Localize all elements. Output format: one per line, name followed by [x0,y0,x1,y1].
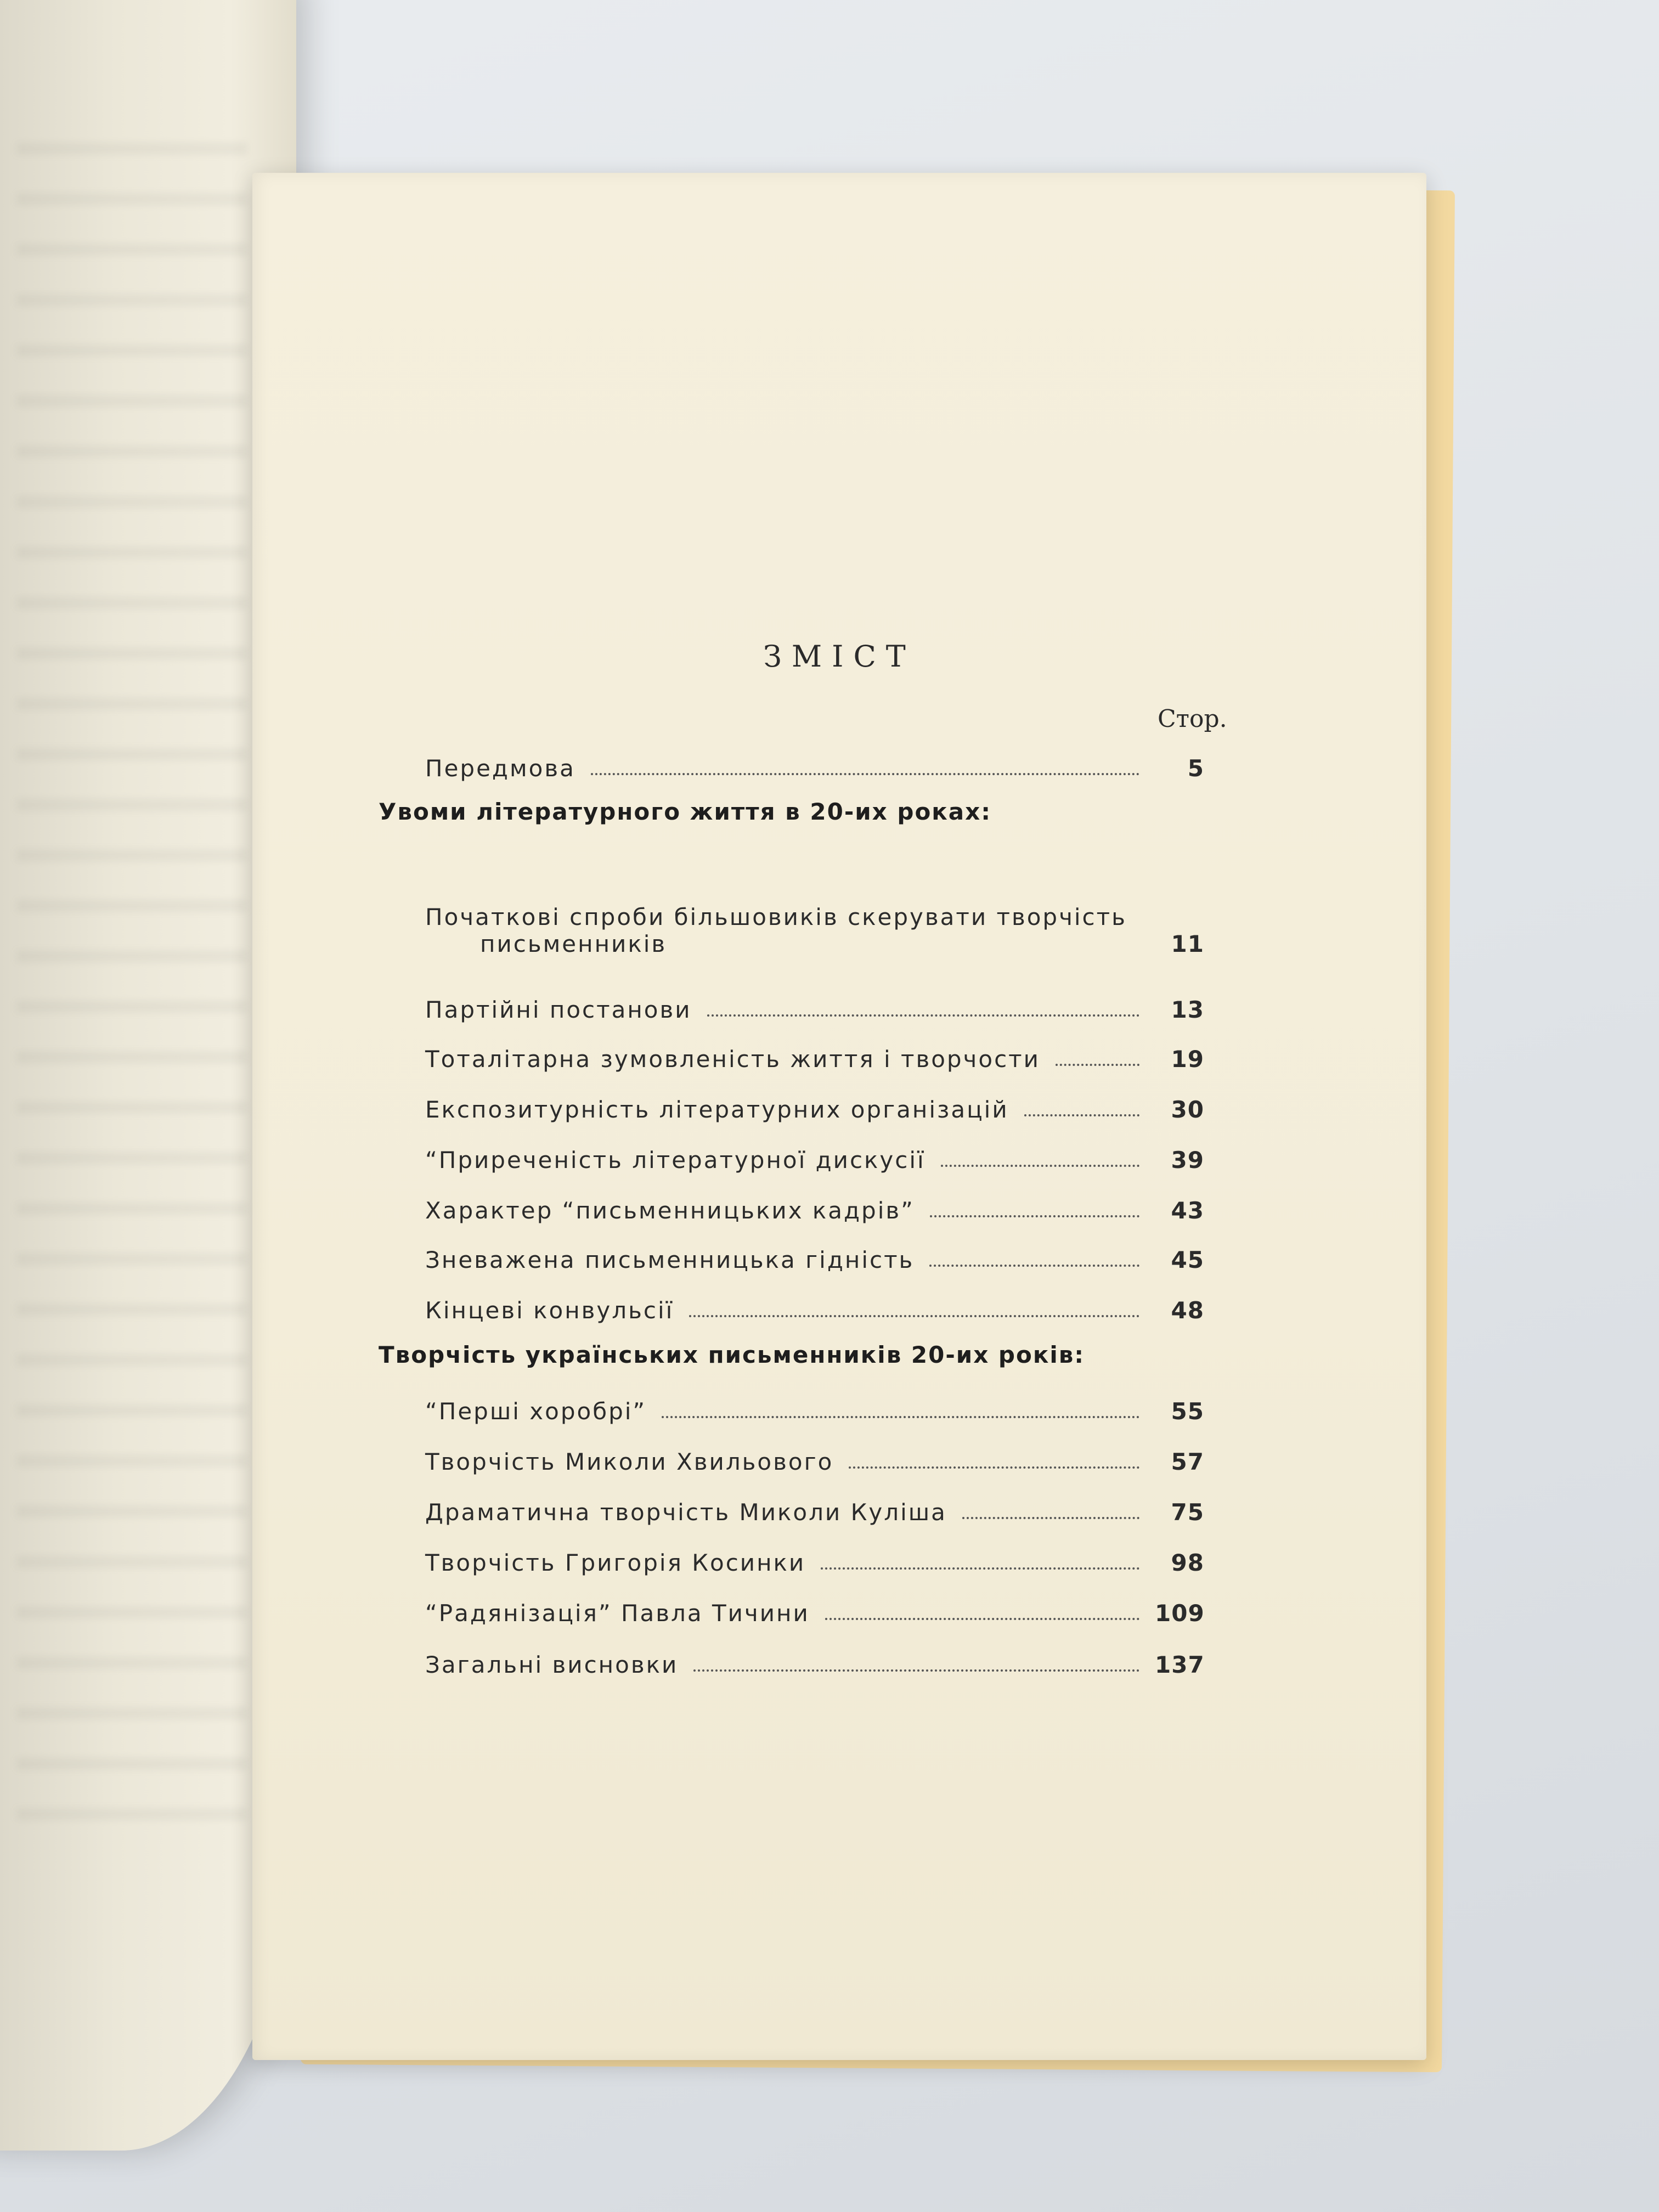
toc-entry [425,1493,1204,1526]
toc-entry-page: 75 [1171,1499,1204,1526]
toc-entry [425,1291,1204,1324]
toc-entry-label: Зневажена письменницька гідність [425,1246,915,1273]
toc-entry-label: Кінцеві конвульсії [425,1297,674,1324]
dot-leader [825,1618,1139,1620]
toc-entry [425,1191,1204,1224]
toc-entry-label: “Радянізація” Павла Тичини [425,1600,810,1627]
dot-leader [689,1315,1139,1317]
dot-leader [591,773,1139,775]
section-heading-writers-works: Творчість українських письменників 20-их років: [379,1341,1085,1368]
toc-entry-page: 13 [1171,996,1204,1023]
toc-entry-page: 30 [1171,1096,1204,1123]
toc-entry [425,1442,1204,1475]
toc-entry [425,1141,1204,1173]
dot-leader [821,1567,1139,1570]
toc-entry-page: 45 [1171,1246,1204,1273]
toc-entry-page: 48 [1171,1297,1204,1324]
toc-entry [425,1240,1204,1273]
toc-entry-page: 109 [1155,1600,1205,1627]
table-of-contents [252,173,1426,2060]
dot-leader [930,1215,1139,1217]
toc-entry [425,1090,1204,1123]
toc-entry [425,1594,1204,1627]
toc-entry-label: Творчість Григорія Косинки [425,1549,806,1576]
toc-entry-label: “Перші хоробрі” [425,1398,647,1425]
toc-entry [425,1392,1204,1425]
dot-leader [693,1669,1139,1672]
toc-entry-label-line2: письменників [480,930,667,957]
toc-entry-label: “Приреченість літературної дискусії [425,1147,926,1173]
toc-entry [425,990,1204,1023]
toc-entry-page: 43 [1171,1197,1204,1224]
dot-leader [662,1416,1139,1418]
dot-leader [849,1466,1139,1469]
page-title: ЗМІСТ [763,639,916,674]
dot-leader [707,1014,1139,1017]
toc-entry-label [425,904,1127,957]
toc-entry [425,1543,1204,1576]
toc-entry-label: Характер “письменницьких кадрів” [425,1197,915,1224]
toc-entry [425,1645,1204,1678]
toc-entry-page: 11 [1171,930,1204,957]
toc-entry-page: 98 [1171,1549,1204,1576]
toc-entry [425,886,1204,957]
left-facing-page [0,0,296,2151]
toc-entry-label: Експозитурність літературних організацій [425,1096,1009,1123]
toc-entry-label: Драматична творчість Миколи Куліша [425,1499,947,1526]
page-column-header: Стор. [1158,705,1227,733]
dot-leader [962,1517,1139,1519]
toc-entry-page: 57 [1171,1448,1204,1475]
toc-entry-page: 39 [1171,1147,1204,1173]
book-page [252,173,1426,2060]
toc-entry-label-line1: Початкові спроби більшовиків скерувати творчість [425,904,1127,930]
toc-entry-label: Передмова [425,755,575,782]
toc-entry-label: Партійні постанови [425,996,692,1023]
toc-entry-page: 19 [1171,1046,1204,1073]
toc-entry-label: Творчість Миколи Хвильового [425,1448,834,1475]
toc-entry-page: 137 [1155,1651,1205,1678]
dot-leader [929,1265,1139,1267]
toc-entry [425,1040,1204,1073]
toc-entry-label: Загальні висновки [425,1651,679,1678]
toc-entry-page: 5 [1187,755,1204,782]
left-page-blurred-text [16,143,247,1843]
dot-leader [941,1165,1139,1167]
section-heading-literary-life: Увоми літературного життя в 20-их роках: [379,798,992,825]
dot-leader [1024,1114,1139,1116]
toc-entry-page: 55 [1171,1398,1204,1425]
dot-leader [1056,1064,1139,1066]
toc-entry-preface [425,749,1204,782]
toc-entry-label: Тоталітарна зумовленість життя і творчости [425,1046,1040,1073]
